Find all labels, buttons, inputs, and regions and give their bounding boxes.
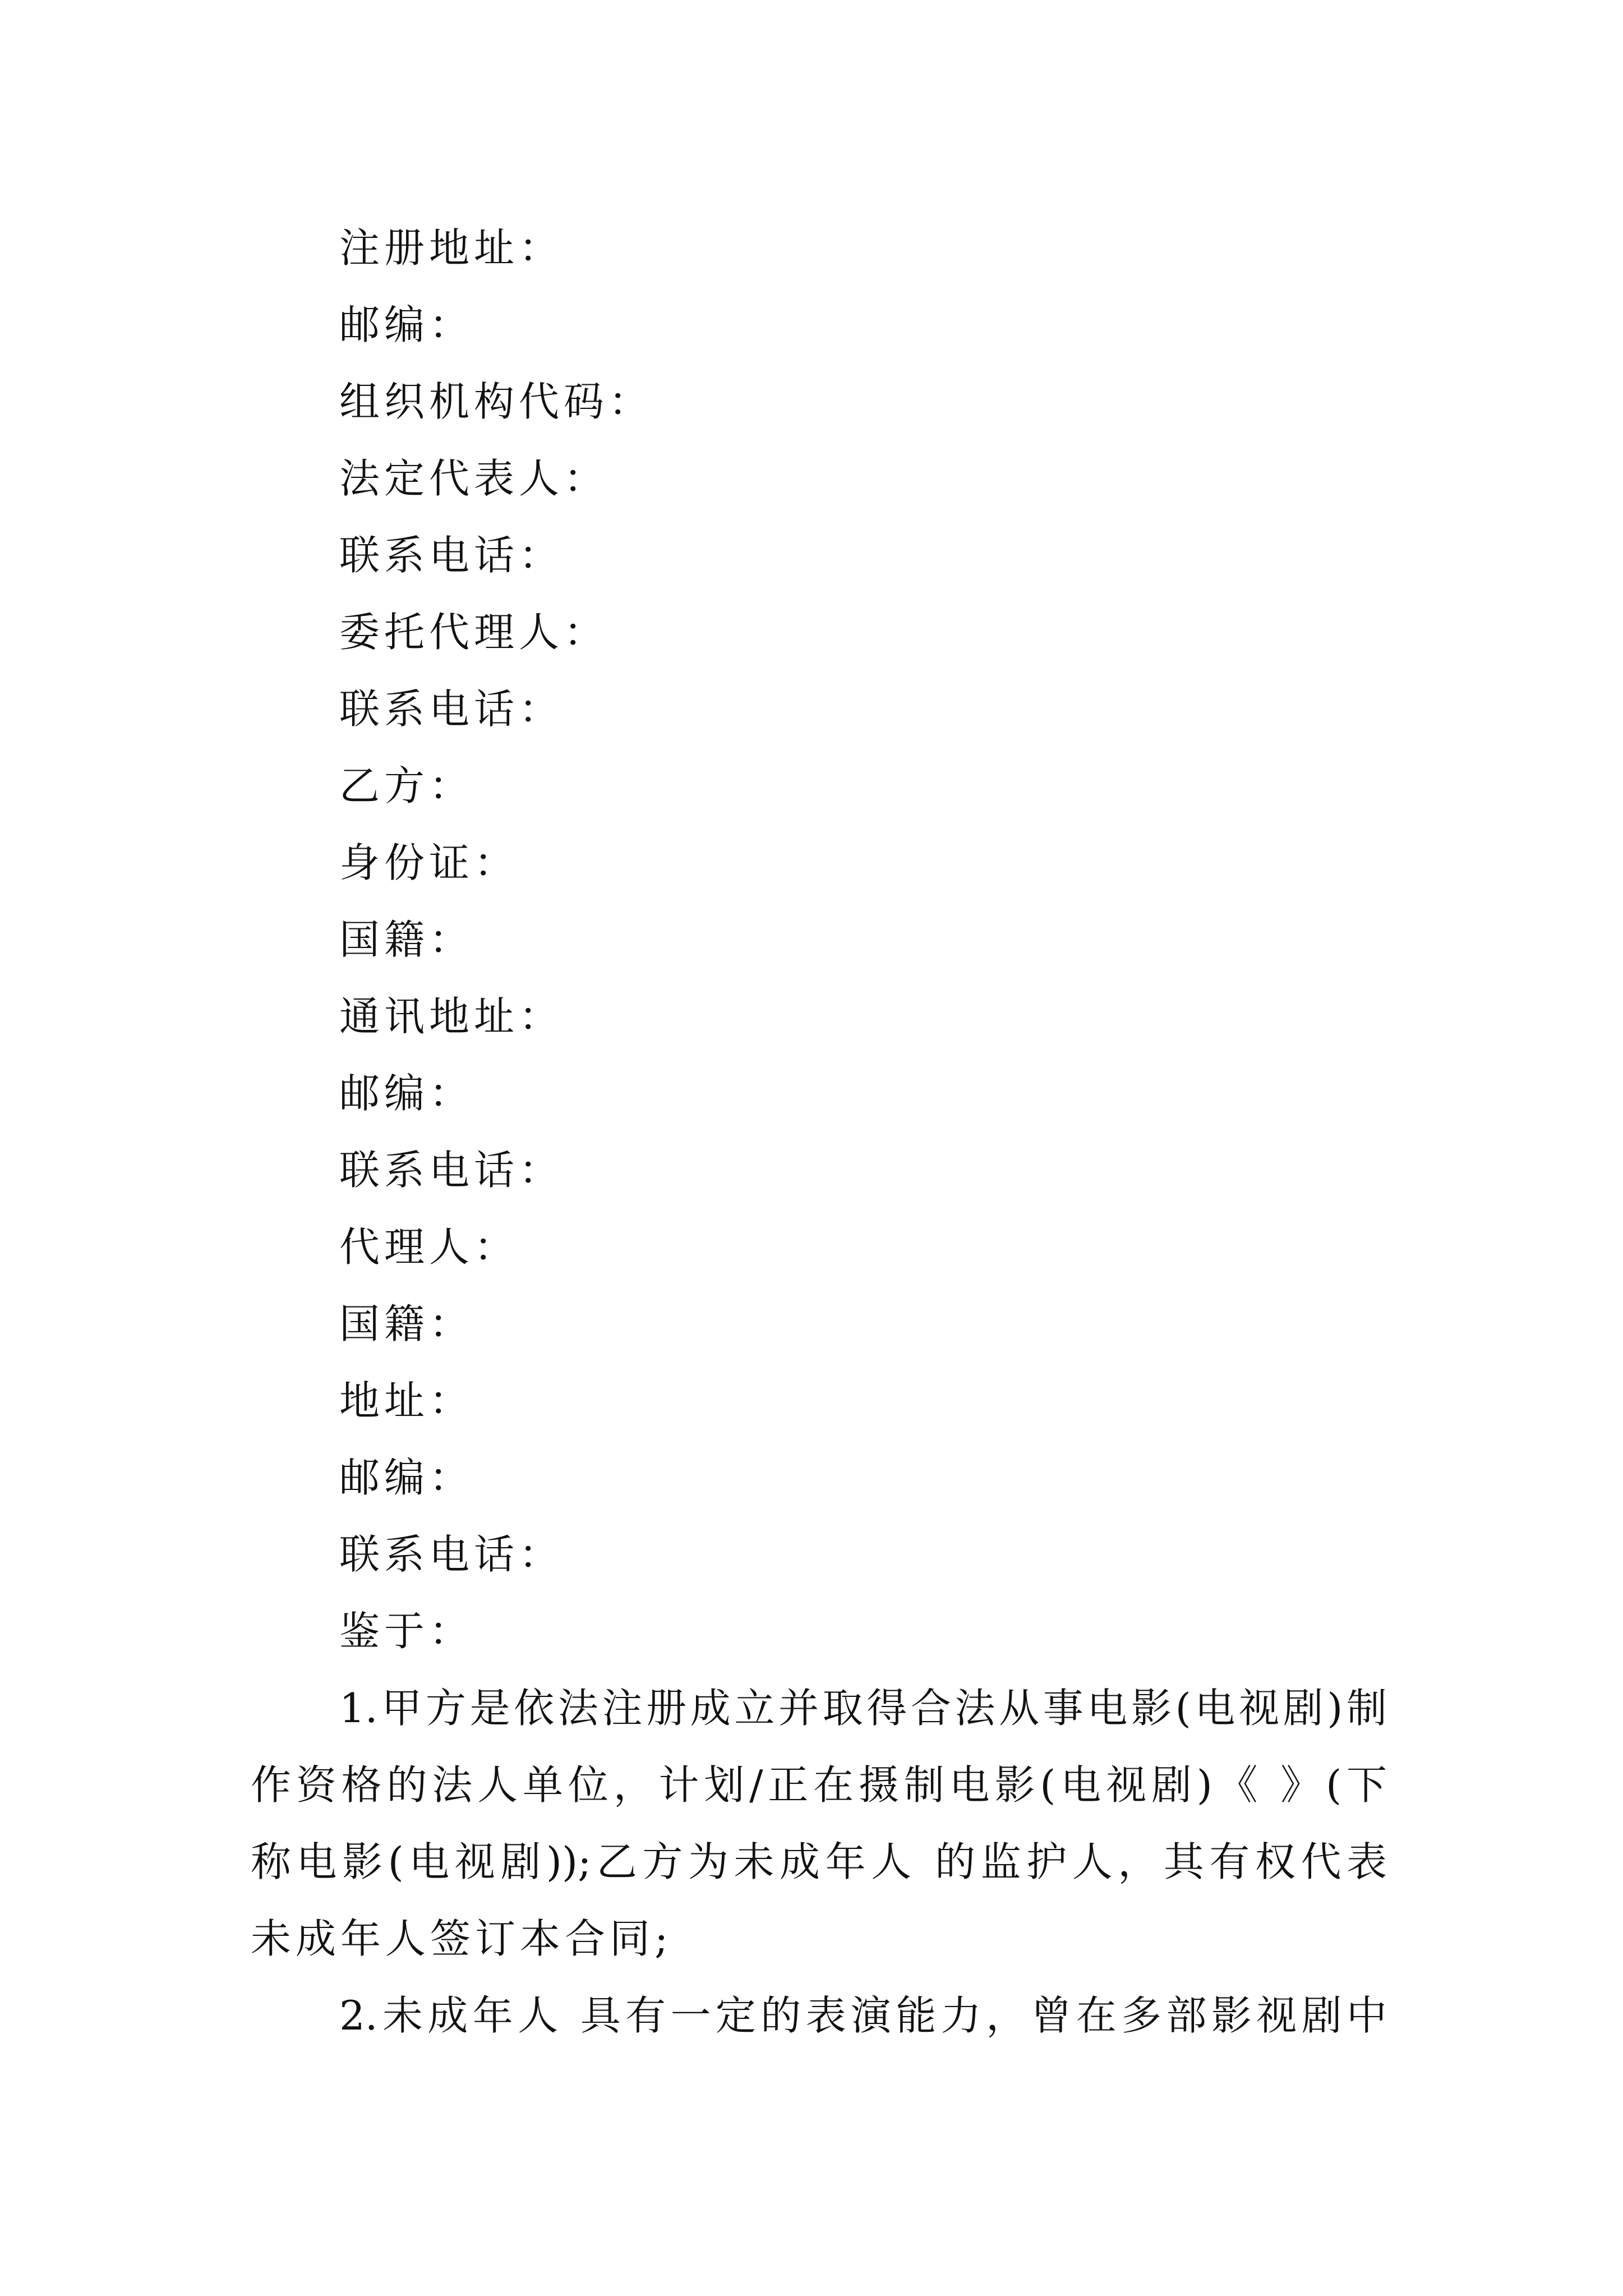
field-label-whereas: 鉴于： <box>339 1608 474 1655</box>
field-label-phone: 联系电话： <box>339 532 564 579</box>
field-label-party-b: 乙方： <box>339 762 474 809</box>
field-label-registered-address: 注册地址： <box>339 224 564 272</box>
field-label-postal-code: 邮编： <box>339 1070 474 1117</box>
field-label-nationality: 国籍： <box>339 1300 474 1347</box>
paragraph-line: 未成年人签订本合同; <box>251 1915 673 1962</box>
field-label-agent: 代理人： <box>339 1223 519 1271</box>
field-label-phone: 联系电话： <box>339 1147 564 1194</box>
paragraph-line: 2.未成年人 具有一定的表演能力，曾在多部影视剧中 <box>339 1992 1387 2039</box>
field-label-organization-code: 组织机构代码： <box>339 378 654 425</box>
field-label-address: 地址： <box>339 1377 474 1424</box>
field-label-legal-representative: 法定代表人： <box>339 455 609 502</box>
paragraph-line: 称电影(电视剧));乙方为未成年人 的监护人，其有权代表 <box>251 1838 1387 1885</box>
document-page <box>0 210 1623 2054</box>
field-label-nationality: 国籍： <box>339 916 474 963</box>
field-label-phone: 联系电话： <box>339 685 564 733</box>
field-label-postal-code: 邮编： <box>339 1454 474 1501</box>
paragraph-1 <box>0 1670 1623 1977</box>
field-label-authorized-agent: 委托代理人： <box>339 609 609 656</box>
field-label-mailing-address: 通讯地址： <box>339 993 564 1040</box>
paragraph-line: 作资格的法人单位，计划/正在摄制电影(电视剧)《 》(下 <box>251 1761 1387 1809</box>
field-label-postal-code: 邮编： <box>339 301 474 348</box>
paragraph-line: 1.甲方是依法注册成立并取得合法从事电影(电视剧)制 <box>339 1685 1387 1732</box>
field-label-phone: 联系电话： <box>339 1531 564 1578</box>
paragraph-2 <box>0 1977 1623 2054</box>
field-label-id-card: 身份证： <box>339 839 519 886</box>
